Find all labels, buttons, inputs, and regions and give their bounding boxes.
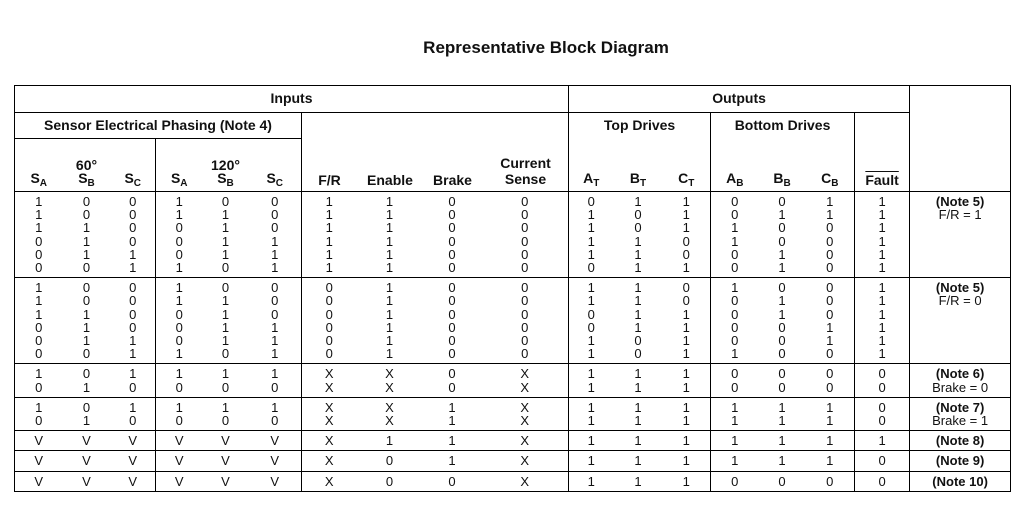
note-label: (Note 6) (935, 366, 985, 382)
table-cell: 1 0 (111, 364, 156, 397)
note-condition: F/R = 1 (938, 207, 982, 223)
table-cell: 0 0 (855, 397, 910, 430)
table-cell: 0 1 (63, 364, 111, 397)
table-cell: 1 1 (569, 397, 614, 430)
table-cell: 0 0 0 0 0 0 (482, 192, 569, 278)
table-cell: 1 (423, 451, 482, 471)
table-cell: 1 0 (249, 364, 302, 397)
table-cell: 1 0 (203, 364, 249, 397)
table-cell: 0 0 1 1 1 1 (663, 278, 711, 364)
table-cell: V (203, 451, 249, 471)
table-cell: 1 (806, 451, 855, 471)
ct-header: $C_T$ (663, 139, 711, 192)
table-cell: V (15, 431, 63, 451)
fr-header: F/R (318, 171, 341, 188)
table-row (15, 192, 1011, 278)
table-cell: V (156, 451, 203, 471)
table-row (15, 397, 1011, 430)
table-cell: 1 (569, 451, 614, 471)
sb-60-header: 60° $S_B$ (63, 139, 111, 192)
table-cell: 1 1 (663, 397, 711, 430)
sa-120-header: $S_A$ (156, 139, 203, 192)
brake-header: Brake (433, 171, 472, 188)
table-cell: 1 1 (569, 364, 614, 397)
table-cell: 1 (663, 471, 711, 491)
table-cell: 1 1 1 0 0 1 (663, 192, 711, 278)
table-cell: 1 0 (156, 397, 203, 430)
table-cell: X X (302, 364, 357, 397)
note-condition: Brake = 1 (932, 413, 989, 429)
note-label: (Note 5) (935, 194, 985, 209)
cb-header: $C_B$ (806, 139, 855, 192)
table-cell: V (111, 431, 156, 451)
table-cell: X (482, 451, 569, 471)
control-inputs-group (302, 113, 569, 192)
table-cell: 1 0 (156, 364, 203, 397)
table-cell: 1 0 0 0 0 1 (711, 278, 759, 364)
table-cell: 1 (759, 431, 806, 451)
table-cell: 0 0 (855, 364, 910, 397)
table-cell: V (249, 471, 302, 491)
table-cell: 1 1 0 0 0 0 (806, 192, 855, 278)
table-cell: 0 0 0 1 1 1 (249, 278, 302, 364)
table-cell: 0 0 1 1 1 0 (63, 192, 111, 278)
table-cell: 1 1 (614, 397, 663, 430)
notes-header (910, 86, 1011, 192)
table-cell: 1 (569, 431, 614, 451)
sb-120-header: 120° $S_B$ (203, 139, 249, 192)
table-cell: 1 (423, 431, 482, 451)
table-cell: 0 0 (759, 364, 806, 397)
table-cell: 1 0 (111, 397, 156, 430)
table-cell: 0 (357, 451, 423, 471)
table-cell: V (63, 471, 111, 491)
note-condition: F/R = 0 (938, 293, 982, 309)
table-cell: 1 1 1 1 1 1 (357, 192, 423, 278)
table-cell: 0 1 1 1 1 0 (203, 278, 249, 364)
table-cell: 1 1 1 1 1 1 (855, 278, 910, 364)
table-cell: 0 0 (423, 364, 482, 397)
table-cell: 0 (806, 471, 855, 491)
table-cell: 0 0 1 1 1 0 (63, 278, 111, 364)
table-cell: 1 0 (15, 364, 63, 397)
table-cell: 0 0 0 0 0 0 (423, 278, 482, 364)
table-cell: 1 1 (711, 397, 759, 430)
outputs-header: Outputs (569, 86, 910, 113)
table-cell: 1 1 0 0 0 1 (156, 192, 203, 278)
table-cell: V (15, 471, 63, 491)
table-cell: 0 1 (63, 397, 111, 430)
table-cell: X (482, 471, 569, 491)
table-row (15, 364, 1011, 397)
note-label: (Note 9) (935, 453, 985, 469)
table-cell: 1 (357, 431, 423, 451)
table-cell: V (249, 451, 302, 471)
table-cell: 1 1 1 1 0 0 (614, 278, 663, 364)
deg120-label: 120° (211, 156, 240, 173)
table-cell: 0 0 0 1 1 1 (249, 192, 302, 278)
table-cell: X (302, 471, 357, 491)
sensor-phasing-header: Sensor Electrical Phasing (Note 4) (15, 113, 302, 139)
table-cell: 1 1 1 0 0 0 (15, 192, 63, 278)
table-cell: 1 1 1 1 1 1 (357, 278, 423, 364)
table-cell: X X (482, 364, 569, 397)
top-drives-header: Top Drives (569, 113, 711, 139)
note-cell (910, 471, 1011, 491)
table-cell: 1 1 1 0 0 0 (15, 278, 63, 364)
table-cell: 1 (806, 431, 855, 451)
truth-table (14, 85, 1011, 492)
table-cell: 1 (855, 431, 910, 451)
table-cell: 1 (614, 431, 663, 451)
table-row (15, 471, 1011, 491)
inputs-header: Inputs (15, 86, 569, 113)
table-cell: 0 (855, 471, 910, 491)
note-cell (910, 364, 1011, 397)
deg60-label: 60° (75, 156, 98, 173)
table-cell: X X (302, 397, 357, 430)
table-row (15, 278, 1011, 364)
note-cell (910, 278, 1011, 364)
note-label: (Note 10) (932, 473, 988, 489)
table-cell: V (111, 471, 156, 491)
table-cell: V (203, 471, 249, 491)
note-cell (910, 451, 1011, 471)
table-row (15, 431, 1011, 451)
table-cell: V (156, 471, 203, 491)
table-cell: 1 0 (249, 397, 302, 430)
bt-header: $B_T$ (614, 139, 663, 192)
diagram-title: Representative Block Diagram (423, 38, 669, 57)
note-condition: Brake = 0 (932, 379, 989, 395)
table-cell: V (15, 451, 63, 471)
table-cell: 0 0 0 1 1 0 (806, 278, 855, 364)
table-cell: V (249, 431, 302, 451)
table-cell: X X (482, 397, 569, 430)
sc-60-header: $S_C$ (111, 139, 156, 192)
note-cell (910, 397, 1011, 430)
table-cell: 1 (614, 451, 663, 471)
table-cell: 1 (711, 431, 759, 451)
fault-header: Fault (855, 139, 910, 192)
table-cell: 0 1 1 1 1 0 (203, 192, 249, 278)
table-cell: X (482, 431, 569, 451)
table-cell: 0 0 0 0 0 0 (302, 278, 357, 364)
table-cell: 0 0 0 0 0 0 (423, 192, 482, 278)
table-cell: 0 0 (806, 364, 855, 397)
table-cell: 0 0 0 0 1 1 (111, 278, 156, 364)
table-cell: V (203, 431, 249, 451)
table-cell: 1 (759, 451, 806, 471)
table-cell: X X (357, 364, 423, 397)
table-cell: 0 0 (711, 364, 759, 397)
table-cell: 1 (663, 431, 711, 451)
at-header: $A_T$ (569, 139, 614, 192)
table-cell: 1 0 (203, 397, 249, 430)
table-cell: 0 (423, 471, 482, 491)
table-cell: 0 0 1 1 0 0 (711, 192, 759, 278)
table-cell: V (63, 451, 111, 471)
table-cell: 0 0 0 0 0 0 (482, 278, 569, 364)
table-cell: 1 1 1 1 1 1 (855, 192, 910, 278)
table-cell: 1 1 0 0 1 1 (569, 278, 614, 364)
table-cell: V (63, 431, 111, 451)
table-cell: 0 1 1 0 0 0 (759, 278, 806, 364)
table-cell: 1 1 (806, 397, 855, 430)
note-cell (910, 431, 1011, 451)
enable-header: Enable (367, 171, 413, 188)
sc-120-header: $S_C$ (249, 139, 302, 192)
table-cell: V (111, 451, 156, 471)
table-cell: V (156, 431, 203, 451)
table-cell: 1 (711, 451, 759, 471)
sa-60-header: $S_A$ (15, 139, 63, 192)
fault-spacer (855, 113, 910, 139)
table-cell: 0 (759, 471, 806, 491)
table-cell: 1 0 0 1 1 1 (614, 192, 663, 278)
note-label: (Note 5) (935, 280, 985, 296)
ab-header: $A_B$ (711, 139, 759, 192)
table-cell: 1 1 (663, 364, 711, 397)
table-cell: X (302, 431, 357, 451)
table-cell: 1 (663, 451, 711, 471)
bottom-drives-header: Bottom Drives (711, 113, 855, 139)
note-label: (Note 7) (935, 399, 985, 415)
table-cell: 0 1 1 1 1 0 (569, 192, 614, 278)
truth-table-body (15, 192, 1011, 492)
table-cell: 1 1 (759, 397, 806, 430)
table-cell: 1 1 (423, 397, 482, 430)
table-cell: X X (357, 397, 423, 430)
table-cell: 1 (569, 471, 614, 491)
table-cell: 1 1 0 0 0 1 (156, 278, 203, 364)
note-cell (910, 192, 1011, 278)
table-cell: X (302, 451, 357, 471)
current-sense-header: Current Sense (500, 155, 551, 187)
table-cell: 0 (357, 471, 423, 491)
table-cell: 1 1 (614, 364, 663, 397)
table-cell: 1 1 1 1 1 1 (302, 192, 357, 278)
table-cell: 0 (855, 451, 910, 471)
bb-header: $B_B$ (759, 139, 806, 192)
table-cell: 0 0 0 0 1 1 (111, 192, 156, 278)
table-cell: 1 (614, 471, 663, 491)
note-label: (Note 8) (935, 433, 985, 449)
table-cell: 1 0 (15, 397, 63, 430)
table-cell: 0 (711, 471, 759, 491)
table-row (15, 451, 1011, 471)
table-cell: 0 1 0 0 1 1 (759, 192, 806, 278)
